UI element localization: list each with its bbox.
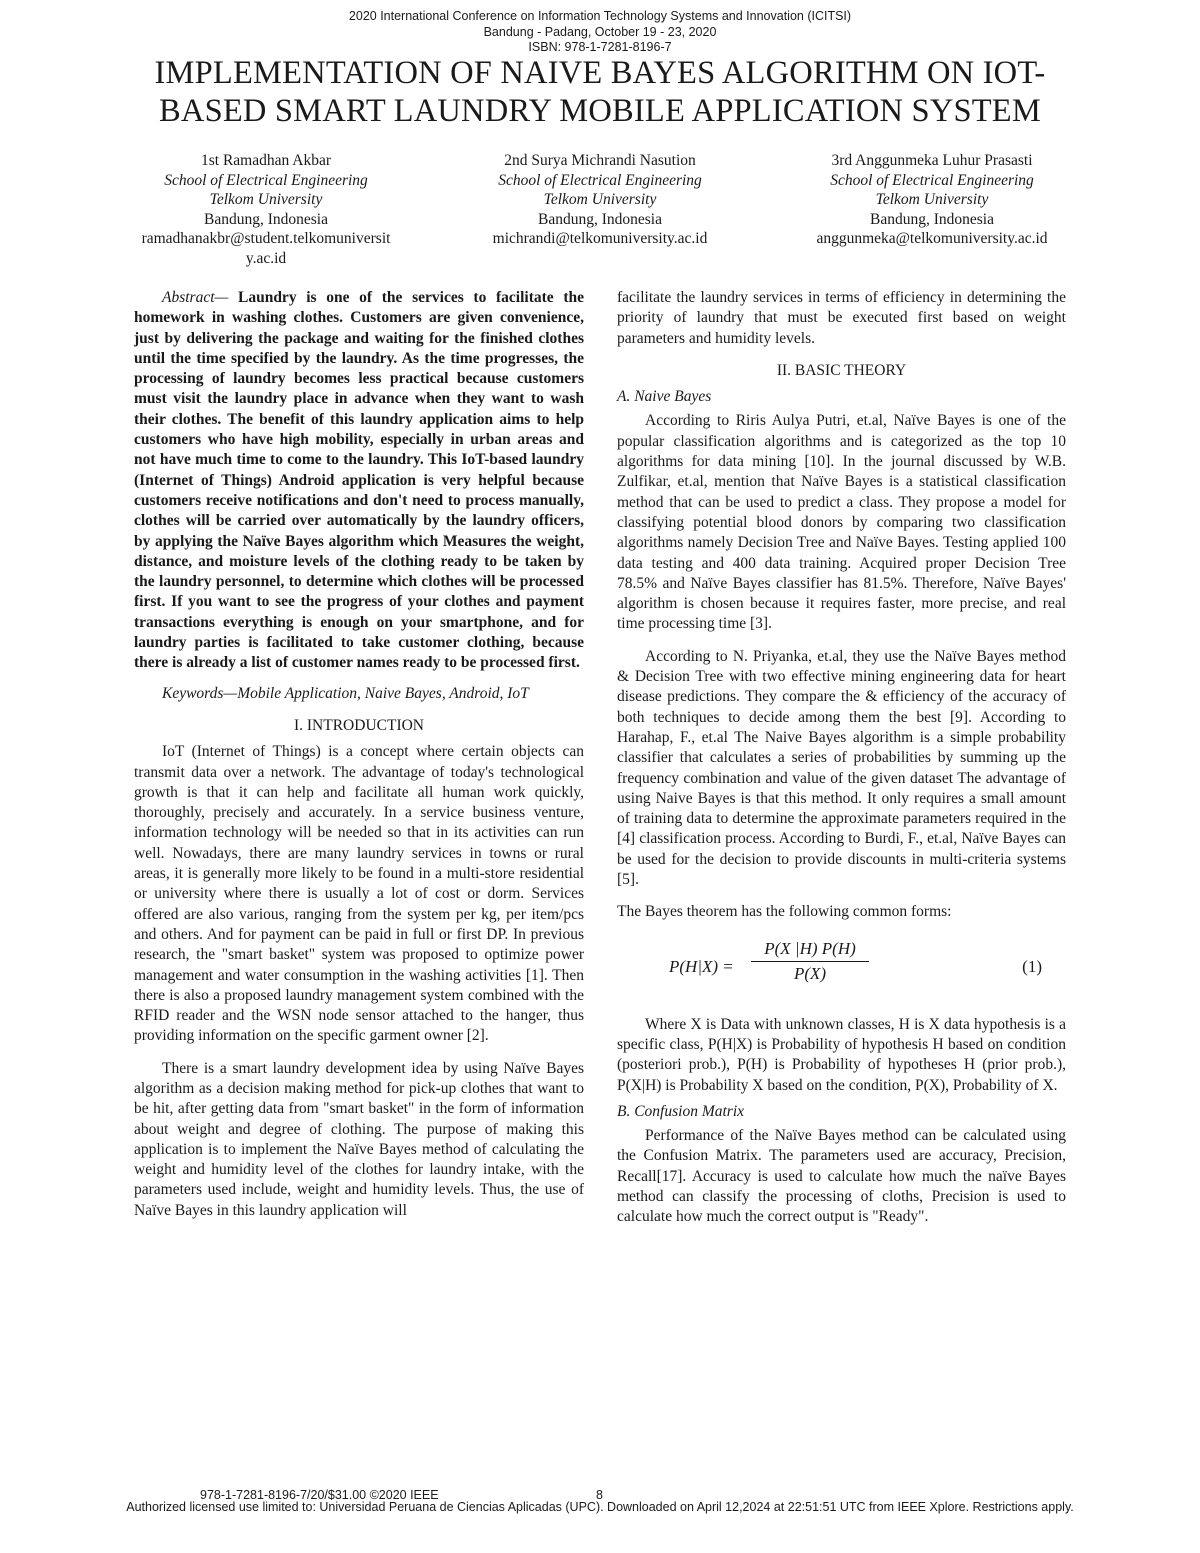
author-name: 2nd Surya Michrandi Nasution — [504, 152, 696, 169]
author-univ: Telkom University — [875, 191, 989, 208]
keywords: Keywords—Mobile Application, Naive Bayes, Android, IoT — [162, 684, 529, 702]
bayes-equation — [617, 933, 1066, 1005]
author-name: 3rd Anggunmeka Luhur Prasasti — [831, 152, 1033, 169]
left-column — [134, 288, 584, 1221]
bayes-intro: The Bayes theorem has the following common forms: — [617, 903, 952, 921]
author-name: 1st Ramadhan Akbar — [200, 152, 331, 169]
intro-paragraph-2-continued: facilitate the laundry services in terms of efficiency in determining the priority of laundry that must be executed first based on weight parameters and humidity levels. — [617, 289, 1066, 347]
paper-title — [0, 54, 1200, 130]
equation-numerator: P(X |H) P(H) — [751, 939, 869, 962]
subsection-heading-naive-bayes: A. Naive Bayes — [617, 388, 712, 406]
author-dept: School of Electrical Engineering — [164, 171, 368, 189]
naive-bayes-paragraph-2: According to N. Priyanka, et.al, they use the Naïve Bayes method & Decision Tree with two effective mining engineering data for heart disease predictions. They compare the & efficiency of the accuracy of both techniques to decide among them the best [9]. According to Harahap, F., et.al The Naive Bayes algorithm is a simple probability classifier that calculates a series of probabilities by summing up the frequency combination and value of the given dataset The advantage of using Naive Bayes is that this method. It only requires a small amount of training data to determine the approximate parameters required in the [4] classification process. According to Burdi, F., et.al, Naïve Bayes can be used for the decision to provide discounts in multi-criteria systems [5]. — [617, 647, 1066, 889]
conference-isbn: ISBN: 978-1-7281-8196-7 — [528, 40, 672, 54]
license-notice: Authorized licensed use limited to: Universidad Peruana de Ciencias Aplicadas (UPC). Downloaded on April 12,2024 at 22:51:51 UTC from IEEE Xplore. Restrictions apply. — [126, 1500, 1074, 1514]
author-block-1 — [96, 151, 436, 268]
conference-location: Bandung - Padang, October 19 - 23, 2020 — [483, 25, 717, 39]
section-heading-introduction: I. INTRODUCTION — [293, 716, 424, 734]
page-number: 8 — [596, 1488, 603, 1502]
footer-identifier: 978-1-7281-8196-7/20/$31.00 ©2020 IEEE — [200, 1488, 439, 1502]
author-email-cont: y.ac.id — [245, 249, 287, 267]
equation-lhs: P(H|X) = — [669, 956, 734, 976]
author-city: Bandung, Indonesia — [870, 210, 994, 228]
author-dept: School of Electrical Engineering — [498, 171, 702, 189]
intro-paragraph-2: There is a smart laundry development idea by using Naïve Bayes algorithm as a decision making method for pick-up clothes that want to be hit, after getting data from "smart basket" in the form of information about weight and degree of clothing. The purpose of making this application is to implement the Naïve Bayes method of calculating the weight and humidity level of the clothes for laundry intake, with the parameters used include, weight and humidity levels. Thus, the use of Naïve Bayes in this laundry application will — [134, 1059, 584, 1219]
equation-denominator: P(X) — [793, 963, 827, 983]
author-city: Bandung, Indonesia — [204, 210, 328, 228]
right-column — [617, 288, 1066, 1228]
author-city: Bandung, Indonesia — [538, 210, 662, 228]
author-block-2 — [430, 151, 770, 249]
naive-bayes-paragraph-3: Where X is Data with unknown classes, H is X data hypothesis is a specific class, P(H|X) is Probability of hypothesis H based on condition (posteriori prob.), P(H) is Probability of hypotheses H (prior prob.), P(X|H) is Probability X based on the condition, P(X), Probability of X. — [617, 1015, 1066, 1094]
author-email: ramadhanakbr@student.telkomuniversit — [141, 230, 391, 247]
title-line-2: BASED SMART LAUNDRY MOBILE APPLICATION SYSTEM — [159, 93, 1041, 129]
author-email: anggunmeka@telkomuniversity.ac.id — [816, 230, 1048, 247]
abstract-text: Laundry is one of the services to facilitate the homework in washing clothes. Customers are given convenience, just by delivering the package and waiting for the finished clothes until the time specified by the laundry. As the time progresses, the processing of laundry becomes less practical because customers must visit the laundry place in advance when they want to wash their clothes. The benefit of this laundry application aims to help customers who have high mobility, especially in urban areas and not have much time to come to the laundry. This IoT-based laundry (Internet of Things) Android application is very helpful because customers receive notifications and don't need to process manually, clothes will be carried over automatically by the laundry officers, by applying the Naïve Bayes algorithm which Measures the weight, distance, and moisture levels of the clothing ready to be taken by the laundry personnel, to determine which clothes will be processed first. If you want to see the progress of your clothes and payment transactions everything is enough on your smartphone, and for laundry parties is facilitated to take customer clothing, because there is already a list of customer names ready to be processed first. — [134, 289, 584, 672]
author-email: michrandi@telkomuniversity.ac.id — [492, 230, 708, 247]
intro-paragraph-1: IoT (Internet of Things) is a concept where certain objects can transmit data over a network. The advantage of today's technological growth is that it can help and facilitate all human work quickly, thoroughly, precisely and accurately. In a service business venture, information technology will be needed so that in its activities can run well. Nowadays, there are many laundry services in towns or rural areas, it is generally more likely to be found in a multi-store residential or university where there is usually a lot of cost or dorm. Services offered are also various, ranging from the system per kg, per item/pcs and others. And for payment can be paid in full or first DP. In previous research, the "smart basket" system was proposed to optimize power management and water consumption in the washing activities [1]. Then there is also a proposed laundry management system combined with the RFID reader and the WSN node sensor attached to the hanger, thus providing information on the specific garment owner [2]. — [134, 743, 584, 1045]
confusion-matrix-paragraph: Performance of the Naïve Bayes method can be calculated using the Confusion Matrix. The parameters used are accuracy, Precision, Recall[17]. Accuracy is used to calculate how much the naïve Bayes method can classify the processing of cloths, Precision is used to calculate how much the correct output is "Ready". — [617, 1127, 1066, 1226]
abstract — [134, 288, 584, 674]
author-block-3 — [762, 151, 1102, 249]
author-dept: School of Electrical Engineering — [830, 171, 1034, 189]
subsection-heading-confusion-matrix: B. Confusion Matrix — [617, 1102, 745, 1120]
naive-bayes-paragraph-1: According to Riris Aulya Putri, et.al, Naïve Bayes is one of the popular classification algorithms and is categorized as the top 10 algorithms for data mining [10]. In the journal discussed by W.B. Zulfikar, et.al, mention that Naïve Bayes is a statistical classification method that can be used to predict a class. They propose a model for classifying potential blood donors by comparing two classification algorithms namely Decision Tree and Naïve Bayes. Testing applied 100 data testing and 400 data training. Acquired proper Decision Tree 78.5% and Naïve Bayes classifier has 81.5%. Therefore, Naïve Bayes' algorithm is chosen because it requires faster, more precise, and real time processing time [3]. — [617, 412, 1066, 633]
equation-fraction — [751, 939, 869, 985]
author-univ: Telkom University — [543, 191, 657, 208]
section-heading-basic-theory: II. BASIC THEORY — [776, 361, 907, 379]
title-line-1: IMPLEMENTATION OF NAIVE BAYES ALGORITHM ON IOT- — [154, 55, 1046, 91]
abstract-lead: Abstract— — [162, 289, 229, 306]
equation-number: (1) — [1022, 956, 1042, 976]
conference-name: 2020 International Conference on Information Technology Systems and Innovation (ICITSI) — [348, 9, 852, 23]
author-univ: Telkom University — [209, 191, 323, 208]
